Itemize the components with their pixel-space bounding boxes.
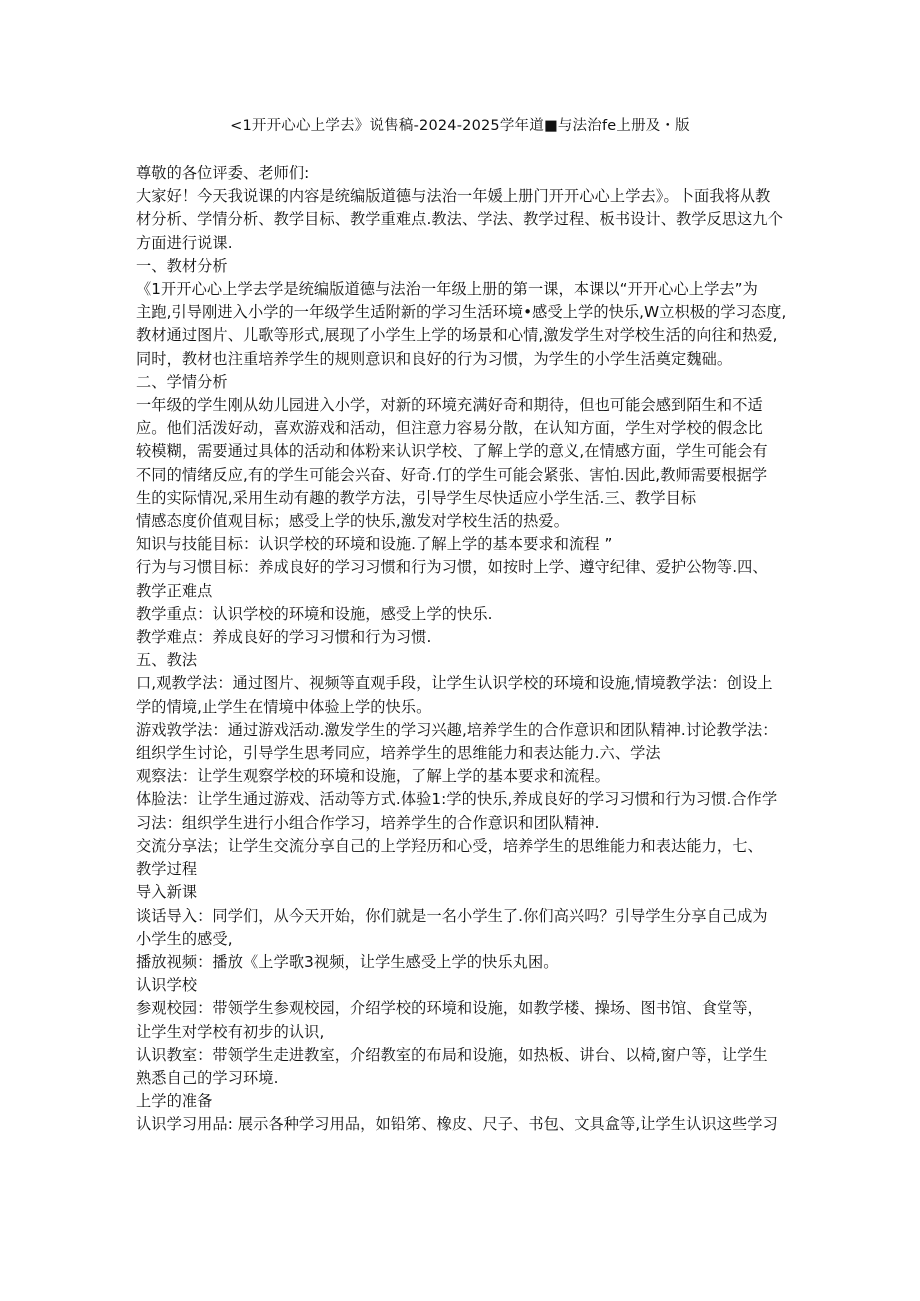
text-line: 不同的情绪反应,有的学生可能会兴奋、好奇.仃的学生可能会紧张、害怕.因此,教师需要根据学 xyxy=(136,465,768,484)
document-body xyxy=(136,162,788,1137)
text-line: 应。他们活泼好动，喜欢游戏和活动，但注意力容易分散，在认知方面，学生对学校的假念比 xyxy=(136,419,763,438)
text-line: 知识与技能目标：认识学校的环境和设施.了解上学的基本要求和流程 ” xyxy=(136,535,613,554)
text-line: 让学生对学校有初步的认识, xyxy=(136,1022,325,1041)
text-line: 教材通过图片、儿歌等形式,展现了小学生上学的场景和心情,激发学生对学校生活的向往和热爱, xyxy=(136,326,778,345)
text-line: 大家好！今天我说课的内容是统编版道德与法治一年媛上册门开开心心上学去》。卜面我将从教 xyxy=(136,187,771,206)
text-line: 认识学校 xyxy=(136,976,198,995)
text-line: 体脸法：让学生通过游戏、活动等方式.体验1:学的快乐,养成良好的学习习惯和行为习惯.合作学 xyxy=(136,790,778,809)
text-line: 教学重点：认识学校的环境和设施，感受上学的快乐. xyxy=(136,604,493,623)
text-line: 较模糊，需要通过具体的活动和体粉来认识学校、了解上学的意义,在情感方面，学生可能会有 xyxy=(136,442,768,461)
document-title: <1开开心心上学去》说售稿-2024-2025学年道■与法治fe上册及・版 xyxy=(230,118,690,134)
text-line: 主跑,引导刚进入小学的一年级学生适附新的学习生活环境•感受上学的快乐,W立枳极的学习态度, xyxy=(136,303,787,322)
text-line: 一年级的学生刚从幼儿园进入小学，对新的环境充满好奇和期待，但也可能会感到陌生和不适 xyxy=(136,396,763,415)
text-line: 教学难点：养成良好的学习习惯和行为习惯. xyxy=(136,628,432,647)
text-line: 学的情境,止学生在情境中体验上学的快乐。 xyxy=(136,697,432,716)
text-line: 尊敬的各位评委、老师们: xyxy=(136,164,310,182)
text-line: 认识教室：带领学生走进教室，介绍教室的布局和设施，如热板、讲台、以椅,窗户等，让学生 xyxy=(136,1045,768,1064)
text-line: 认识学习用品: 展示各种学习用品，如铅笫、橡皮、尺子、书包、文具盒等,让学生认识这些学习 xyxy=(136,1115,778,1134)
text-line: 上学的准备 xyxy=(136,1092,213,1111)
text-line: 播放视频：播放《上学歌3视频，让学生感受上学的快乐丸困。 xyxy=(136,952,559,971)
text-line: 二、学情分析 xyxy=(136,372,228,391)
text-line: 口,观教学法：通过图片、视频等直观手段，让学生认识学校的环境和设施,情境教学法：创设上 xyxy=(136,674,773,693)
text-line: 教学正难点 xyxy=(136,581,213,600)
text-line: 生的实际情况,采用生动有趣的教学方法，引导学生尽快适应小学生活.三、教学目标 xyxy=(136,488,697,507)
text-line: 小学生的感受, xyxy=(136,929,233,948)
text-line: 习法：组织学生进行小组合作学习，培养学生的合作意识和团队精神. xyxy=(136,813,600,832)
text-line: 谈话导入：同学们，从今天开始，你们就是一名小学生了.你们高兴吗？引导学生分享自己成为 xyxy=(136,906,768,925)
text-line: 材分析、学情分析、教学目标、教学重难点.教法、学法、教学过程、板书设计、教学反思这九个 xyxy=(136,210,784,229)
text-line: 教学过程 xyxy=(136,860,198,879)
text-line: 参观校园：带领学生参观校园，介绍学校的环境和设施，如教学楼、操场、图书馆、食堂等， xyxy=(136,999,763,1018)
text-line: 同时，教材也注重培养学生的规则意识和良好的行为习惯，为学生的小学生活奠定魏础。 xyxy=(136,349,733,368)
text-line: 导入新课 xyxy=(136,883,198,902)
text-line: 熟悉自己的学习环境. xyxy=(136,1068,279,1087)
text-line: 《1开开心心上学去学是统编版道德与法治一年级上册的第一课，本课以“开开心心上学去”为 xyxy=(136,280,758,299)
text-line: 方面进行说课. xyxy=(136,233,233,252)
text-line: 观察法：让学生观察学校的环境和设施，了解上学的基本要求和流程。 xyxy=(136,767,610,786)
text-line: 行为与习惯目标：养成良好的学习习惯和行为习惯，如按时上学、遵守纪律、爱护公物等.四、 xyxy=(136,558,768,577)
text-line: 游戏敦学法：通过游戏活动.激发学生的学习兴趣,培养学生的合作意识和团队精神.讨论教学法： xyxy=(136,720,778,739)
text-line: 组织学生讨论，引导学生思考同应，培养学生的思维能力和表达能力.六、学法 xyxy=(136,744,661,763)
text-line: 五、教法 xyxy=(136,651,198,670)
text-line: 交流分享法；让学生交流分享自己的上学羟历和心受，培养学生的思维能力和表达能力，七、 xyxy=(136,836,763,855)
text-line: 一、教材分析 xyxy=(136,256,228,275)
text-line: 情感态度价值观目标；感受上学的快乐,激发对学校生活的热爱。 xyxy=(136,512,569,531)
